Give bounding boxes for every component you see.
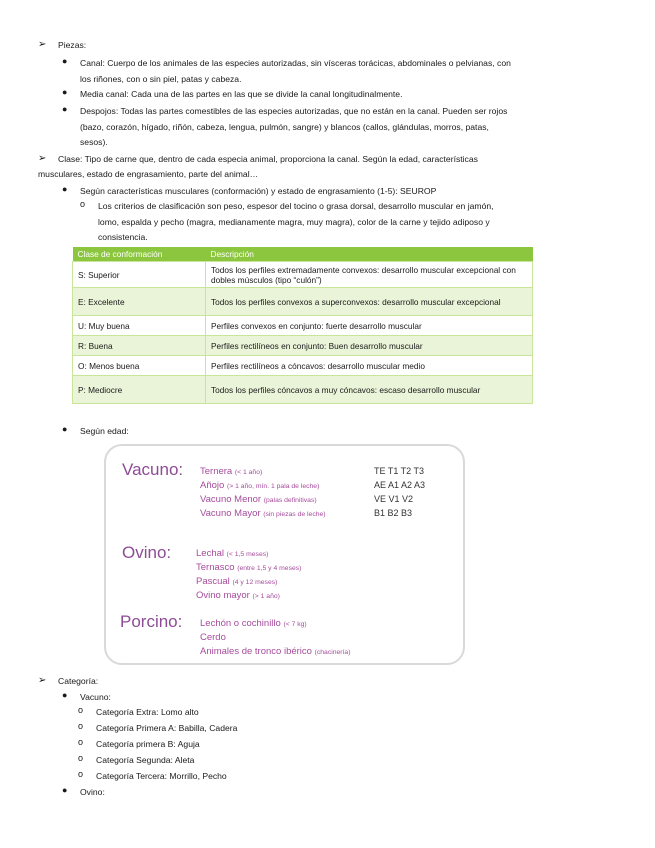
- circle-bullet-icon: o: [78, 705, 84, 715]
- text-line: lomo, espalda y pecho (magra, medianamente magra, muy magra), color de la carne y tejido adiposo y: [98, 216, 490, 227]
- text-line: Categoría Tercera: Morrillo, Pecho: [96, 771, 227, 781]
- text-line: Media canal: Cada una de las partes en las que se divide la canal longitudinalmente.: [80, 89, 403, 99]
- table-cell-class: R: Buena: [73, 336, 206, 356]
- age-line: Vacuno Menor (palas definitivas): [200, 494, 317, 505]
- table-row: [73, 356, 533, 376]
- circle-bullet-icon: o: [80, 199, 86, 209]
- table-cell-class: E: Excelente: [73, 288, 206, 316]
- age-line: Lechón o cochinillo (< 7 kg): [200, 618, 307, 629]
- table-header-cell: Descripción: [206, 247, 533, 262]
- table-cell-class: U: Muy buena: [73, 316, 206, 336]
- age-line: Vacuno Mayor (sin piezas de leche): [200, 508, 326, 519]
- text-line: los riñones, con o sin piel, patas y cabeza.: [80, 73, 242, 84]
- table-row: [73, 316, 533, 336]
- section-heading: Categoría:: [58, 676, 99, 686]
- age-line: Ternera (< 1 año): [200, 466, 263, 477]
- age-line: Lechal (< 1,5 meses): [196, 548, 269, 559]
- grade-codes: AE A1 A2 A3: [374, 480, 426, 490]
- table-row: [73, 262, 533, 288]
- bullet-icon: ●: [62, 184, 68, 194]
- text-line: Canal: Cuerpo de los animales de las especies autorizadas, sin vísceras torácicas, abdominales o pelvianas, con: [80, 58, 511, 68]
- table-row: [73, 336, 533, 356]
- circle-bullet-icon: o: [78, 753, 84, 763]
- text-line: Categoría Segunda: Aleta: [96, 755, 195, 765]
- grade-codes: TE T1 T2 T3: [374, 466, 425, 476]
- grade-codes: B1 B2 B3: [374, 508, 413, 518]
- text-line: consistencia.: [98, 232, 148, 242]
- conformation-table: [72, 247, 533, 404]
- bullet-icon: ●: [62, 56, 68, 66]
- arrow-bullet-icon: ➢: [38, 153, 47, 164]
- age-classification-figure: [104, 444, 465, 665]
- circle-bullet-icon: o: [78, 721, 84, 731]
- table-row: [73, 376, 533, 404]
- text-line: Ovino:: [80, 787, 105, 797]
- table-cell-description: Todos los perfiles extremadamente convexos: desarrollo muscular excepcional con dobles músculos (tipo “culón”): [206, 262, 533, 288]
- table-cell-class: S: Superior: [73, 262, 206, 288]
- table-cell-class: O: Menos buena: [73, 356, 206, 376]
- age-line: Animales de tronco ibérico (chacinería): [200, 646, 351, 657]
- text-line: Según edad:: [80, 426, 129, 436]
- table-cell-class: P: Mediocre: [73, 376, 206, 404]
- text-line: Los criterios de clasificación son peso, espesor del tocino o grasa dorsal, desarrollo muscular en jamón,: [98, 201, 494, 211]
- text-line: Categoría primera B: Aguja: [96, 739, 200, 749]
- age-line: Añojo (> 1 año, mín. 1 pala de leche): [200, 480, 320, 491]
- table-row: [73, 288, 533, 316]
- grade-codes: VE V1 V2: [374, 494, 414, 504]
- table-header-row: [73, 247, 533, 262]
- table-cell-description: Todos los perfiles cóncavos a muy cóncavos: escaso desarrollo muscular: [206, 376, 533, 404]
- arrow-bullet-icon: ➢: [38, 39, 47, 50]
- text-line: Categoría Extra: Lomo alto: [96, 707, 199, 717]
- species-label: Porcino:: [120, 612, 183, 631]
- section-text: Clase: Tipo de carne que, dentro de cada especia animal, proporciona la canal. Según la edad, características: [58, 154, 478, 164]
- text-line: Según características musculares (conformación) y estado de engrasamiento (1-5): SEUROP: [80, 186, 437, 196]
- bullet-icon: ●: [62, 424, 68, 434]
- age-line: Ovino mayor (> 1 año): [196, 590, 280, 601]
- text-line: Despojos: Todas las partes comestibles de las especies autorizadas, que no están en la canal. Pueden ser rojos: [80, 106, 508, 116]
- bullet-icon: ●: [62, 785, 68, 795]
- age-line: Pascual (4 y 12 meses): [196, 576, 278, 587]
- table-cell-description: Perfiles rectilíneos a cóncavos: desarrollo muscular medio: [206, 356, 533, 376]
- table-cell-description: Todos los perfiles convexos a superconvexos: desarrollo muscular excepcional: [206, 288, 533, 316]
- table-cell-description: Perfiles convexos en conjunto: fuerte desarrollo muscular: [206, 316, 533, 336]
- age-line: Ternasco (entre 1,5 y 4 meses): [196, 562, 302, 573]
- bullet-icon: ●: [62, 104, 68, 114]
- bullet-icon: ●: [62, 690, 68, 700]
- species-label: Vacuno:: [122, 460, 184, 479]
- species-label: Ovino:: [122, 543, 172, 562]
- circle-bullet-icon: o: [78, 769, 84, 779]
- text-line: Categoría Primera A: Babilla, Cadera: [96, 723, 238, 733]
- section-text: musculares, estado de engrasamiento, parte del animal…: [38, 169, 259, 179]
- age-line: Cerdo: [200, 632, 226, 643]
- text-line: (bazo, corazón, hígado, riñón, cabeza, lengua, pulmón, sangre) y blancos (callos, glándulas, morros, patas,: [80, 121, 489, 132]
- text-line: sesos).: [80, 137, 108, 147]
- table-header-cell: Clase de conformación: [73, 247, 206, 262]
- table-cell-description: Perfiles rectilíneos en conjunto: Buen desarrollo muscular: [206, 336, 533, 356]
- section-heading: Piezas:: [58, 40, 87, 50]
- bullet-icon: ●: [62, 87, 68, 97]
- text-line: Vacuno:: [80, 692, 111, 702]
- arrow-bullet-icon: ➢: [38, 675, 47, 686]
- circle-bullet-icon: o: [78, 737, 84, 747]
